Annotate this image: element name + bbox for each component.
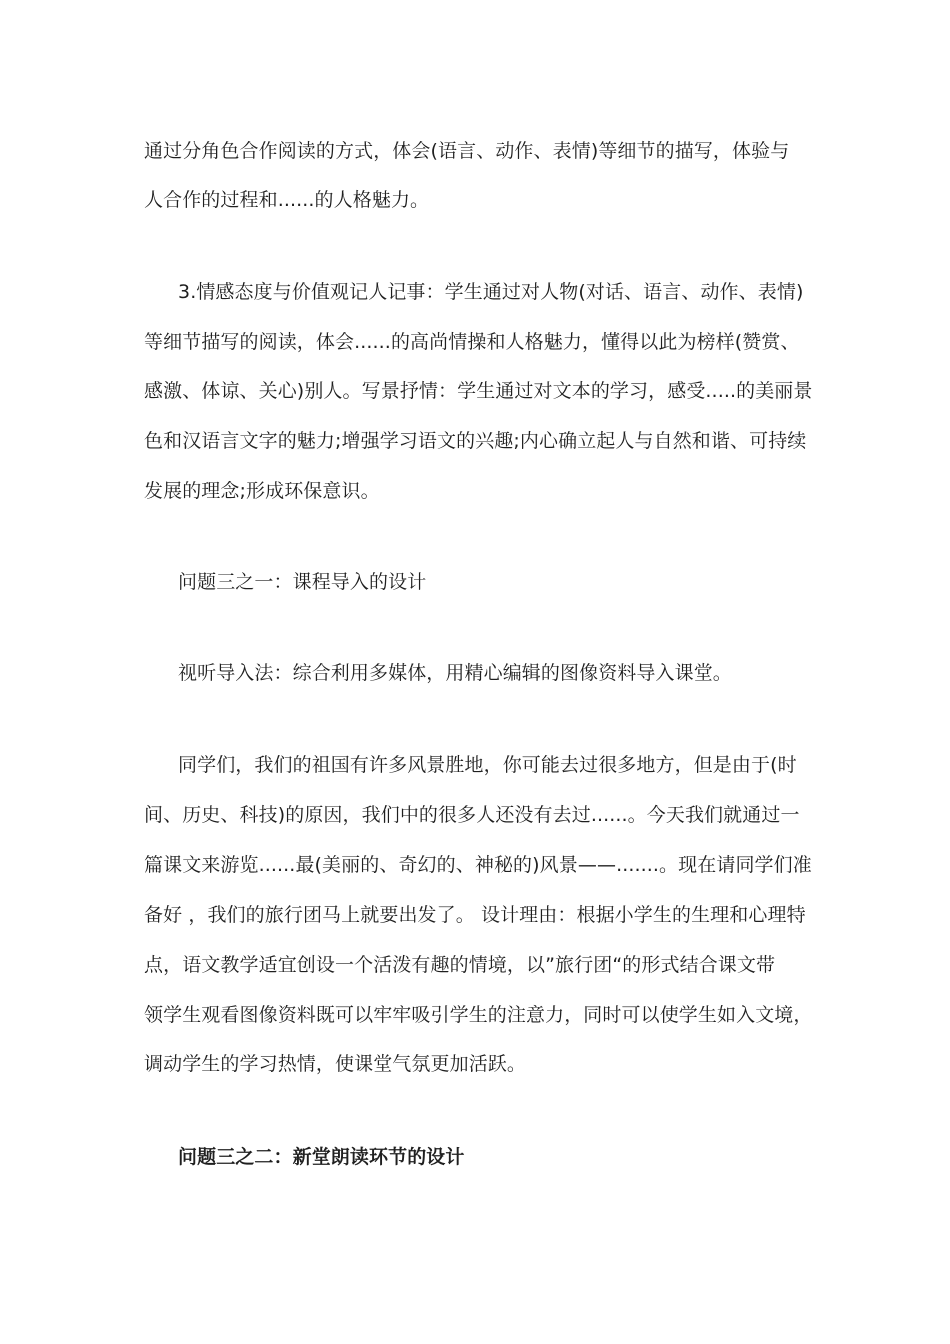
paragraph-line: 点，语文教学适宜创设一个活泼有趣的情境，以”旅行团“的形式结合课文带 xyxy=(144,954,776,976)
paragraph-line: 同学们，我们的祖国有许多风景胜地，你可能去过很多地方，但是由于(时 xyxy=(178,754,797,776)
paragraph-line: 备好 ，我们的旅行团马上就要出发了。 设计理由：根据小学生的生理和心理特 xyxy=(144,904,806,926)
paragraph-line: 3.情感态度与价值观记人记事：学生通过对人物(对话、语言、动作、表情) xyxy=(178,281,804,303)
section-heading: 问题三之一：课程导入的设计 xyxy=(178,571,427,593)
paragraph-line: 感激、体谅、关心)别人。写景抒情：学生通过对文本的学习，感受.....的美丽景 xyxy=(144,380,813,402)
paragraph-line: 色和汉语言文字的魅力;增强学习语文的兴趣;内心确立起人与自然和谐、可持续 xyxy=(144,430,807,452)
paragraph-line: 视听导入法：综合利用多媒体，用精心编辑的图像资料导入课堂。 xyxy=(178,662,732,684)
paragraph-line: 间、历史、科技)的原因，我们中的很多人还没有去过......。今天我们就通过一 xyxy=(144,804,800,826)
paragraph-line: 领学生观看图像资料既可以牢牢吸引学生的注意力，同时可以使学生如入文境， xyxy=(144,1004,813,1026)
paragraph-line: 发展的理念;形成环保意识。 xyxy=(144,480,380,502)
paragraph-line: 篇课文来游览......最(美丽的、奇幻的、神秘的)风景——.......。现在请同学们准 xyxy=(144,854,812,876)
paragraph-line: 等细节描写的阅读，体会......的高尚情操和人格魅力，懂得以此为榜样(赞赏、 xyxy=(144,331,800,353)
section-heading-bold: 问题三之二：新堂朗读环节的设计 xyxy=(178,1146,465,1168)
paragraph-line: 调动学生的学习热情，使课堂气氛更加活跃。 xyxy=(144,1053,527,1075)
paragraph-line: 人合作的过程和......的人格魅力。 xyxy=(144,189,430,211)
paragraph-line: 通过分角色合作阅读的方式，体会(语言、动作、表情)等细节的描写，体验与 xyxy=(144,140,790,162)
